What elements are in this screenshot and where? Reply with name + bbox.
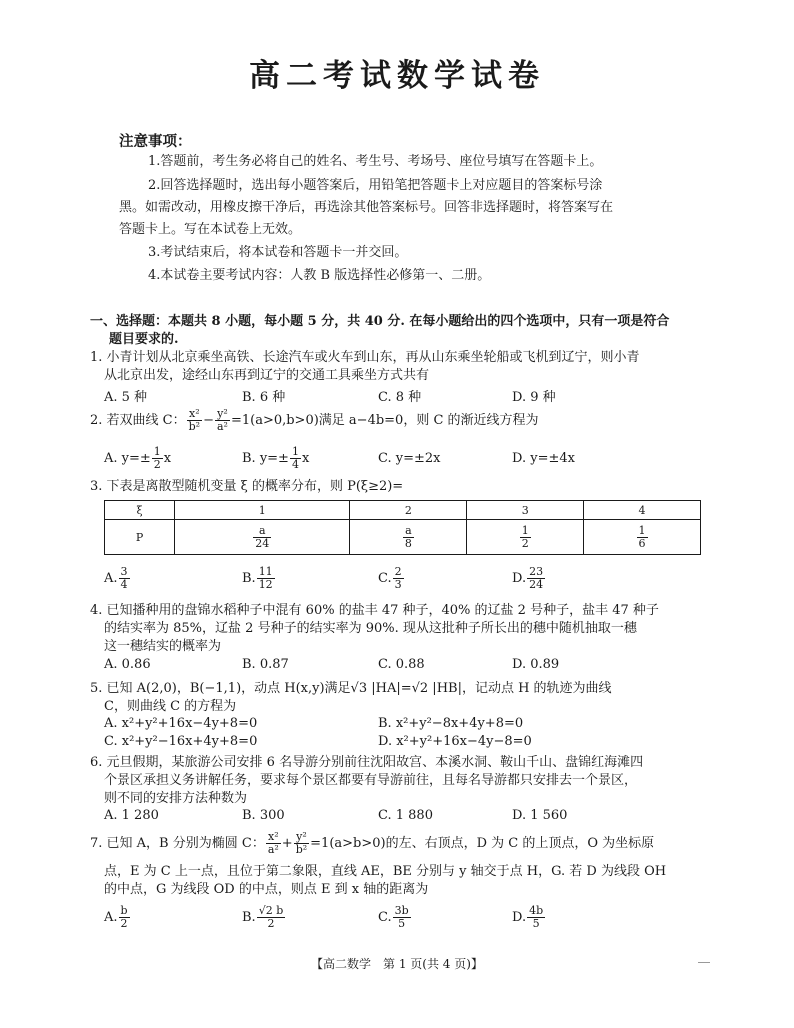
q2-b-post: x	[301, 451, 310, 466]
scan-mark	[698, 962, 710, 963]
table-cell	[467, 520, 584, 555]
q3-option-d	[512, 566, 546, 591]
opt-den: 12	[258, 578, 273, 591]
table-cell: 1	[175, 501, 350, 520]
q5-option-a: A. x²+y²+16x−4y+8=0	[104, 716, 258, 731]
q7-stem-pre: 7. 已知 A，B 分别为椭圆 C：	[90, 836, 265, 851]
q2-a-den: 2	[153, 458, 161, 471]
q7-fraction-2	[294, 831, 309, 856]
q2-f1-num: x²	[187, 408, 202, 421]
q2-f2-den: a²	[216, 420, 228, 433]
q2-a-num: 1	[153, 445, 161, 458]
q7-option-d	[512, 905, 546, 930]
table-cell: P	[105, 520, 175, 555]
q1-stem-line-2: 从北京出发，途经山东再到辽宁的交通工具乘坐方式共有	[104, 368, 430, 383]
q2-stem-post: =1(a>0,b>0)满足 a−4b=0，则 C 的渐近线方程为	[230, 413, 539, 428]
opt-num: √2 b	[258, 904, 284, 917]
cell-den: 8	[404, 536, 412, 550]
notice-line-5: 3.考试结束后，将本试卷和答题卡一并交回。	[148, 245, 408, 260]
cell-num: a	[253, 525, 271, 538]
cell-den: 24	[255, 536, 270, 550]
opt-label: A.	[104, 571, 118, 586]
q7-option-a	[104, 905, 131, 930]
q5-option-b: B. x²+y²−8x+4y+8=0	[378, 716, 524, 731]
q2-option-d: D. y=±4x	[512, 451, 575, 466]
table-cell: 2	[350, 501, 467, 520]
opt-label: C.	[378, 910, 392, 925]
q6-stem-line-2: 个景区承担义务讲解任务，要求每个景区都要有导游前往，且每名导游都只安排去一个景区，	[104, 773, 638, 788]
cell-num: 1	[638, 523, 646, 537]
section-heading-line-1: 一、选择题：本题共 8 小题，每小题 5 分，共 40 分. 在每小题给出的四个选项中，只有一项是符合	[90, 314, 670, 329]
q2-b-den: 4	[291, 458, 299, 471]
notice-line-3: 黑。如需改动，用橡皮擦干净后，再选涂其他答案标号。回答非选择题时，将答案写在	[119, 200, 614, 215]
q2-option-a	[104, 446, 171, 471]
q4-option-b: B. 0.87	[242, 657, 289, 672]
opt-num: 3b	[394, 904, 409, 917]
q4-option-c: C. 0.88	[378, 657, 425, 672]
q6-option-c: C. 1 880	[378, 808, 433, 823]
cell-num: 1	[521, 523, 529, 537]
section-heading-line-2: 题目要求的.	[109, 332, 179, 347]
table-cell	[350, 520, 467, 555]
table-row	[105, 520, 701, 555]
q7-option-c	[378, 905, 412, 930]
q3-option-a	[104, 566, 131, 591]
q7-plus: +	[281, 836, 293, 851]
q6-option-d: D. 1 560	[512, 808, 568, 823]
cell-den: 2	[521, 536, 529, 550]
q2-b-frac	[290, 446, 301, 471]
q5-stem-line-1: 5. 已知 A(2,0)，B(−1,1)，动点 H(x,y)满足√3 |HA|=√2 |HB|，记动点 H 的轨迹为曲线	[90, 681, 612, 696]
table-cell: 4	[584, 501, 701, 520]
table-row	[105, 501, 701, 520]
probability-table	[104, 500, 701, 555]
q7-f2-num: y²	[294, 831, 309, 844]
notice-line-2: 2.回答选择题时，选出每小题答案后，用铅笔把答题卡上对应题目的答案标号涂	[148, 178, 603, 193]
cell-num: a	[403, 525, 414, 538]
table-cell	[584, 520, 701, 555]
opt-label: B.	[242, 571, 256, 586]
opt-num: b	[120, 904, 128, 917]
page-title: 高二考试数学试卷	[249, 58, 545, 94]
q4-option-a: A. 0.86	[104, 657, 151, 672]
q6-option-b: B. 300	[242, 808, 285, 823]
q2-stem	[90, 406, 539, 436]
q4-stem-line-2: 的结实率为 85%，辽盐 2 号种子的结实率为 90%. 现从这批种子所长出的穗中随机抽取一穗	[104, 621, 637, 636]
q1-option-b: B. 6 种	[242, 390, 286, 405]
opt-num: 11	[258, 565, 273, 578]
q2-f2-num: y²	[215, 408, 230, 421]
q1-option-c: C. 8 种	[378, 390, 422, 405]
notice-line-1: 1.答题前，考生务必将自己的姓名、考生号、考场号、座位号填写在答题卡上。	[148, 154, 603, 169]
q2-a-pre: A. y=±	[104, 451, 151, 466]
table-cell	[175, 520, 350, 555]
q5-option-d: D. x²+y²+16x−4y−8=0	[378, 734, 532, 749]
q7-stem-post: =1(a>b>0)的左、右顶点，D 为 C 的上顶点，O 为坐标原	[310, 836, 655, 851]
q7-stem-line-1	[90, 829, 654, 859]
opt-label: A.	[104, 910, 118, 925]
page-footer: 【高二数学 第 1 页(共 4 页)】	[311, 957, 483, 971]
q4-stem-line-3: 这一穗结实的概率为	[104, 639, 222, 654]
q5-option-c: C. x²+y²−16x+4y+8=0	[104, 734, 258, 749]
q7-f1-den: a²	[267, 843, 279, 856]
opt-den: 5	[532, 917, 540, 930]
q7-stem-line-2: 点，E 为 C 上一点，且位于第二象限，直线 AE，BE 分别与 y 轴交于点 H，G. 若 D 为线段 OH	[104, 864, 667, 879]
q2-option-c: C. y=±2x	[378, 451, 441, 466]
q5-stem-line-2: C，则曲线 C 的方程为	[104, 699, 237, 714]
q3-stem: 3. 下表是离散型随机变量 ξ 的概率分布，则 P(ξ≥2)=	[90, 479, 404, 494]
table-cell: ξ	[105, 501, 175, 520]
q2-option-b	[242, 446, 309, 471]
opt-num: 3	[120, 565, 128, 578]
q3-option-b	[242, 566, 276, 591]
q7-f1-num: x²	[266, 831, 281, 844]
q2-minus: −	[203, 413, 214, 428]
opt-den: 2	[120, 917, 128, 930]
q6-option-a: A. 1 280	[104, 808, 159, 823]
opt-num: 23	[529, 565, 544, 578]
q2-fraction-1	[187, 408, 202, 433]
q2-fraction-2	[215, 408, 230, 433]
opt-label: B.	[242, 910, 256, 925]
q2-a-post: x	[163, 451, 172, 466]
q2-f1-den: b²	[188, 420, 201, 433]
q6-stem-line-3: 则不同的安排方法种数为	[104, 791, 248, 806]
q7-f2-den: b²	[295, 843, 308, 856]
notice-line-4: 答题卡上。写在本试卷上无效。	[119, 222, 302, 237]
opt-label: D.	[512, 910, 527, 925]
cell-den: 6	[638, 536, 646, 550]
q1-option-a: A. 5 种	[104, 390, 148, 405]
q4-option-d: D. 0.89	[512, 657, 560, 672]
q1-option-d: D. 9 种	[512, 390, 556, 405]
opt-den: 24	[529, 578, 544, 591]
table-cell: 3	[467, 501, 584, 520]
notice-line-6: 4.本试卷主要考试内容：人教 B 版选择性必修第一、二册。	[148, 268, 491, 283]
opt-num: 4b	[529, 904, 544, 917]
opt-den: 4	[120, 578, 128, 591]
q7-fraction-1	[266, 831, 281, 856]
opt-num: 2	[394, 565, 402, 578]
notice-heading: 注意事项：	[119, 133, 192, 150]
q7-stem-line-3: 的中点，G 为线段 OD 的中点，则点 E 到 x 轴的距离为	[104, 882, 429, 897]
q2-b-pre: B. y=±	[242, 451, 289, 466]
q6-stem-line-1: 6. 元旦假期，某旅游公司安排 6 名导游分别前往沈阳故宫、本溪水洞、鞍山千山、盘锦红海滩四	[90, 755, 644, 770]
q2-stem-pre: 2. 若双曲线 C：	[90, 413, 186, 428]
opt-label: D.	[512, 571, 527, 586]
opt-den: 3	[394, 578, 402, 591]
opt-den: 5	[398, 917, 406, 930]
q7-option-b	[242, 905, 286, 930]
q3-option-c	[378, 566, 405, 591]
opt-den: 2	[267, 917, 275, 930]
q2-b-num: 1	[291, 445, 299, 458]
q2-a-frac	[152, 446, 163, 471]
opt-label: C.	[378, 571, 392, 586]
q1-stem-line-1: 1. 小青计划从北京乘坐高铁、长途汽车或火车到山东，再从山东乘坐轮船或飞机到辽宁，则小青	[90, 350, 640, 365]
q4-stem-line-1: 4. 已知播种用的盘锦水稻种子中混有 60% 的盐丰 47 种子，40% 的辽盐 2 号种子，盐丰 47 种子	[90, 603, 659, 618]
